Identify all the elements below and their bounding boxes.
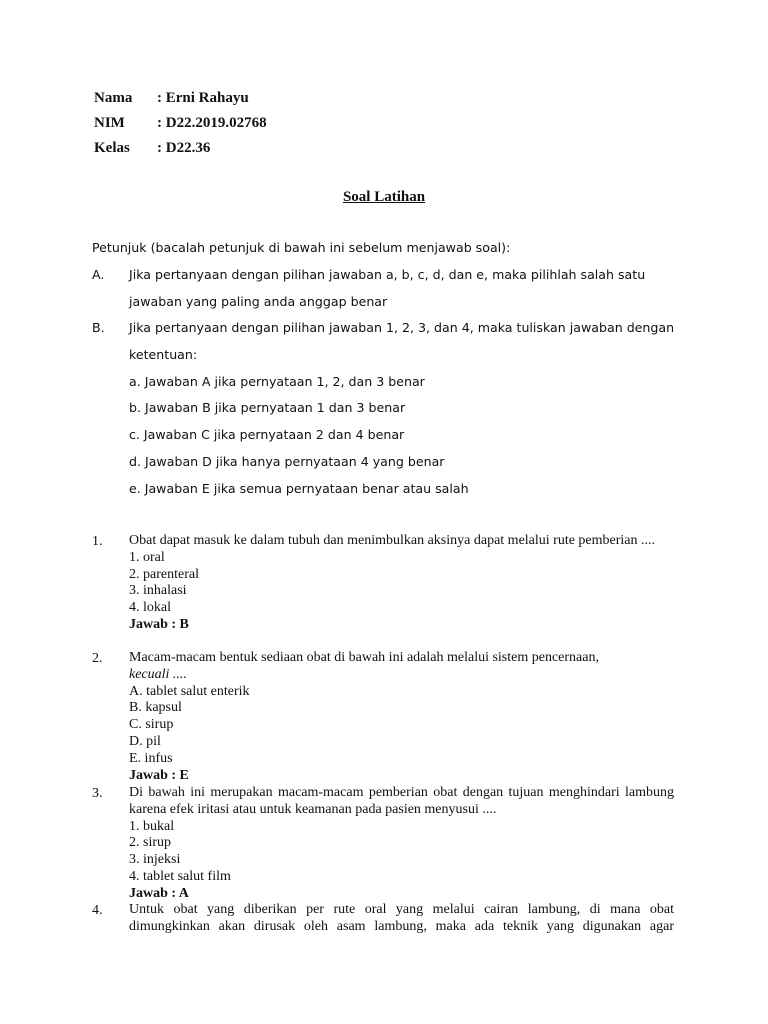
question-text: Di bawah ini merupakan macam-macam pemberian obat dengan tujuan menghindari lambung karena efek iritasi atau untuk keamanan pada pasien menyusui .... bbox=[129, 785, 674, 817]
question-option: C. sirup bbox=[129, 717, 174, 733]
question-option: D. pil bbox=[129, 733, 161, 749]
question-option: 1. oral bbox=[129, 549, 165, 565]
question-option: 2. sirup bbox=[129, 835, 171, 851]
question-option: 4. lokal bbox=[129, 600, 171, 616]
question-number: 1. bbox=[92, 534, 103, 549]
question-option: 3. inhalasi bbox=[129, 583, 187, 599]
question-text: Obat dapat masuk ke dalam tubuh dan menimbulkan aksinya dapat melalui rute pemberian .... bbox=[129, 533, 656, 548]
question-1 bbox=[129, 533, 674, 634]
instruction-sub-item: d. Jawaban D jika hanya pernyataan 4 yang benar bbox=[129, 454, 445, 469]
question-option: E. infus bbox=[129, 750, 173, 766]
question-text: Macam-macam bentuk sediaan obat di bawah ini adalah melalui sistem pencernaan, bbox=[129, 650, 599, 665]
identity-label: Kelas bbox=[94, 140, 130, 156]
question-number: 2. bbox=[92, 651, 103, 666]
question-option: 2. parenteral bbox=[129, 566, 199, 582]
document-title: Soal Latihan bbox=[342, 189, 426, 205]
question-number: 3. bbox=[92, 786, 103, 801]
question-option: B. kapsul bbox=[129, 700, 182, 716]
question-option: 3. injeksi bbox=[129, 852, 181, 868]
question-answer: Jawab : E bbox=[129, 767, 189, 783]
question-3 bbox=[129, 785, 674, 903]
instruction-sub-item: b. Jawaban B jika pernyataan 1 dan 3 benar bbox=[129, 400, 406, 415]
question-answer: Jawab : A bbox=[129, 885, 189, 901]
instruction-line: Jika pertanyaan dengan pilihan jawaban a, b, c, d, dan e, maka pilihlah salah satu bbox=[129, 267, 646, 282]
question-answer: Jawab : B bbox=[129, 616, 189, 632]
identity-label: Nama bbox=[94, 90, 133, 106]
question-option: A. tablet salut enterik bbox=[129, 683, 250, 699]
instruction-sub-item: c. Jawaban C jika pernyataan 2 dan 4 benar bbox=[129, 427, 405, 442]
instruction-line: jawaban yang paling anda anggap benar bbox=[129, 294, 388, 309]
question-4 bbox=[129, 902, 674, 936]
instructions-intro: Petunjuk (bacalah petunjuk di bawah ini sebelum menjawab soal): bbox=[92, 240, 511, 255]
instruction-marker: A. bbox=[92, 267, 105, 282]
identity-value: : D22.36 bbox=[157, 140, 211, 156]
identity-value: : Erni Rahayu bbox=[157, 90, 249, 106]
question-number: 4. bbox=[92, 903, 103, 918]
identity-label: NIM bbox=[94, 115, 125, 131]
question-option: 4. tablet salut film bbox=[129, 868, 231, 884]
instruction-line: ketentuan: bbox=[129, 347, 198, 362]
question-option: 1. bukal bbox=[129, 818, 175, 834]
instruction-marker: B. bbox=[92, 320, 105, 335]
identity-value: : D22.2019.02768 bbox=[157, 115, 267, 131]
instruction-line: Jika pertanyaan dengan pilihan jawaban 1, 2, 3, dan 4, maka tuliskan jawaban dengan bbox=[129, 320, 675, 335]
question-text: Untuk obat yang diberikan per rute oral yang melalui cairan lambung, di mana obat dimungkinkan akan dirusak oleh asam lambung, maka ada teknik yang digunakan agar bbox=[129, 902, 674, 934]
instruction-sub-item: a. Jawaban A jika pernyataan 1, 2, dan 3 benar bbox=[129, 374, 425, 389]
question-text-italic: kecuali .... bbox=[129, 666, 187, 682]
question-2 bbox=[129, 650, 674, 784]
instruction-sub-item: e. Jawaban E jika semua pernyataan benar atau salah bbox=[129, 481, 469, 496]
